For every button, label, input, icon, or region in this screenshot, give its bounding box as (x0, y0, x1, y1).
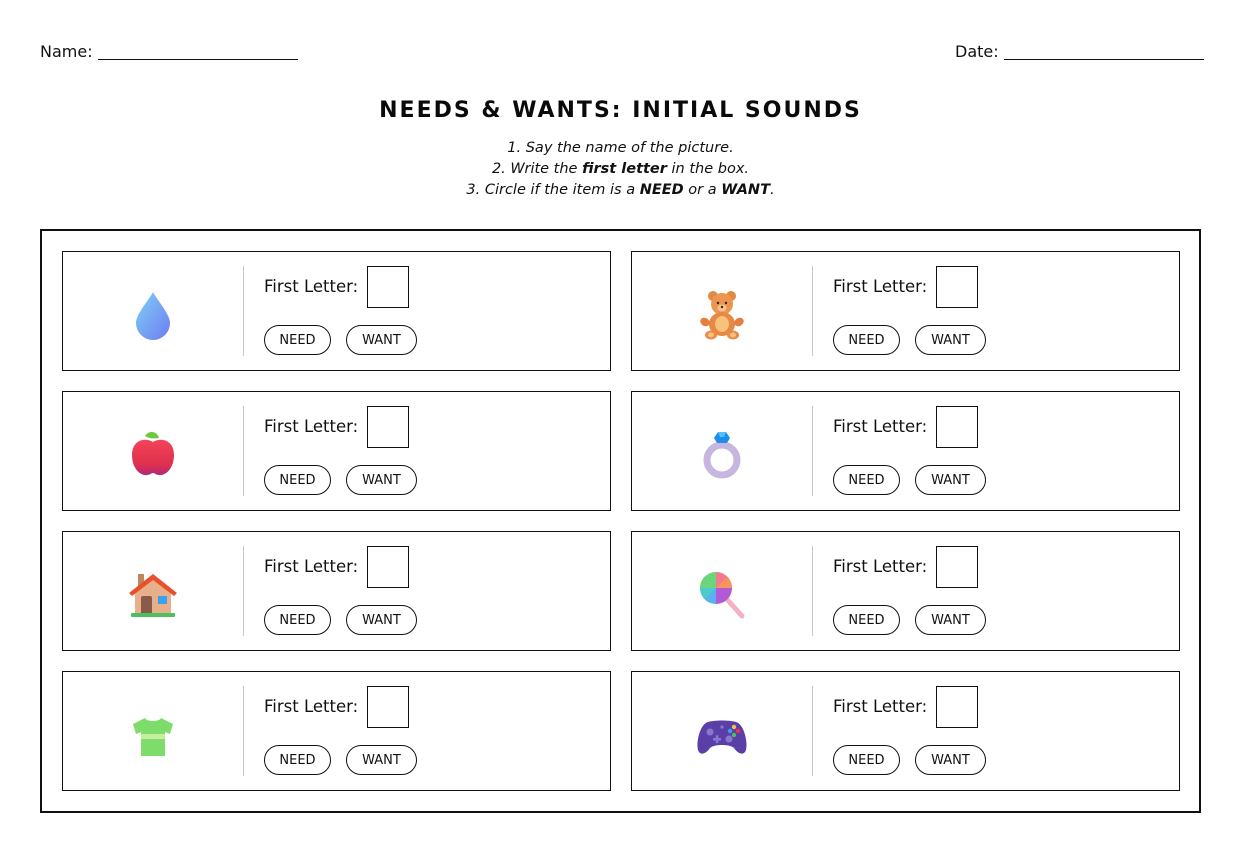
name-label: Name: (40, 42, 93, 61)
item-card-t-shirt (62, 671, 611, 791)
date-field[interactable] (955, 42, 1204, 62)
instructions (0, 138, 1241, 201)
name-input-line[interactable] (98, 59, 298, 60)
need-option[interactable]: NEED (833, 605, 900, 635)
want-option[interactable]: WANT (915, 465, 986, 495)
need-option[interactable]: NEED (264, 605, 331, 635)
icon-area (632, 532, 812, 650)
icon-area (63, 392, 243, 510)
instruction-emphasis: NEED (639, 182, 684, 198)
instruction-1: 1. Say the name of the picture. (507, 140, 734, 156)
want-option[interactable]: WANT (346, 605, 417, 635)
name-field[interactable] (40, 42, 298, 62)
divider (812, 686, 813, 776)
first-letter-label: First Letter: (264, 557, 359, 576)
icon-area (632, 252, 812, 370)
divider (243, 266, 244, 356)
first-letter-box[interactable] (936, 266, 978, 308)
icon-area (63, 252, 243, 370)
instruction-text: in the box. (666, 161, 750, 177)
icon-area (63, 532, 243, 650)
lollipop-icon (694, 566, 750, 622)
date-input-line[interactable] (1004, 59, 1204, 60)
item-card-game-controller (631, 671, 1180, 791)
first-letter-box[interactable] (367, 266, 409, 308)
first-letter-box[interactable] (367, 546, 409, 588)
item-card-lollipop (631, 531, 1180, 651)
first-letter-label: First Letter: (264, 277, 359, 296)
first-letter-label: First Letter: (833, 277, 928, 296)
instruction-text: or a (683, 182, 722, 198)
divider (243, 406, 244, 496)
first-letter-box[interactable] (367, 406, 409, 448)
first-letter-label: First Letter: (833, 697, 928, 716)
first-letter-label: First Letter: (833, 557, 928, 576)
game-controller-icon (694, 706, 750, 762)
divider (243, 546, 244, 636)
item-card-house (62, 531, 611, 651)
need-option[interactable]: NEED (264, 465, 331, 495)
icon-area (63, 672, 243, 790)
need-option[interactable]: NEED (264, 325, 331, 355)
date-label: Date: (955, 42, 999, 61)
first-letter-box[interactable] (936, 546, 978, 588)
instruction-2 (0, 159, 1241, 180)
instruction-text: 2. Write the (491, 161, 583, 177)
first-letter-label: First Letter: (833, 417, 928, 436)
want-option[interactable]: WANT (346, 465, 417, 495)
first-letter-box[interactable] (936, 406, 978, 448)
need-option[interactable]: NEED (833, 745, 900, 775)
t-shirt-icon (125, 706, 181, 762)
first-letter-box[interactable] (936, 686, 978, 728)
icon-area (632, 392, 812, 510)
icon-area (632, 672, 812, 790)
want-option[interactable]: WANT (915, 745, 986, 775)
item-card-ring (631, 391, 1180, 511)
instruction-emphasis: WANT (721, 182, 770, 198)
instruction-text: . (769, 182, 775, 198)
apple-icon (125, 426, 181, 482)
first-letter-label: First Letter: (264, 417, 359, 436)
teddy-bear-icon (694, 286, 750, 342)
divider (812, 266, 813, 356)
instruction-3 (0, 180, 1241, 201)
water-drop-icon (125, 286, 181, 342)
divider (812, 546, 813, 636)
page-title: NEEDS & WANTS: INITIAL SOUNDS (379, 98, 862, 123)
house-icon (125, 566, 181, 622)
need-option[interactable]: NEED (264, 745, 331, 775)
need-option[interactable]: NEED (833, 465, 900, 495)
want-option[interactable]: WANT (346, 325, 417, 355)
divider (812, 406, 813, 496)
want-option[interactable]: WANT (915, 325, 986, 355)
ring-icon (694, 426, 750, 482)
first-letter-box[interactable] (367, 686, 409, 728)
item-card-apple (62, 391, 611, 511)
first-letter-label: First Letter: (264, 697, 359, 716)
item-card-water (62, 251, 611, 371)
instruction-emphasis: first letter (582, 161, 667, 177)
need-option[interactable]: NEED (833, 325, 900, 355)
divider (243, 686, 244, 776)
want-option[interactable]: WANT (915, 605, 986, 635)
instruction-text: 3. Circle if the item is a (466, 182, 640, 198)
item-card-teddy-bear (631, 251, 1180, 371)
want-option[interactable]: WANT (346, 745, 417, 775)
